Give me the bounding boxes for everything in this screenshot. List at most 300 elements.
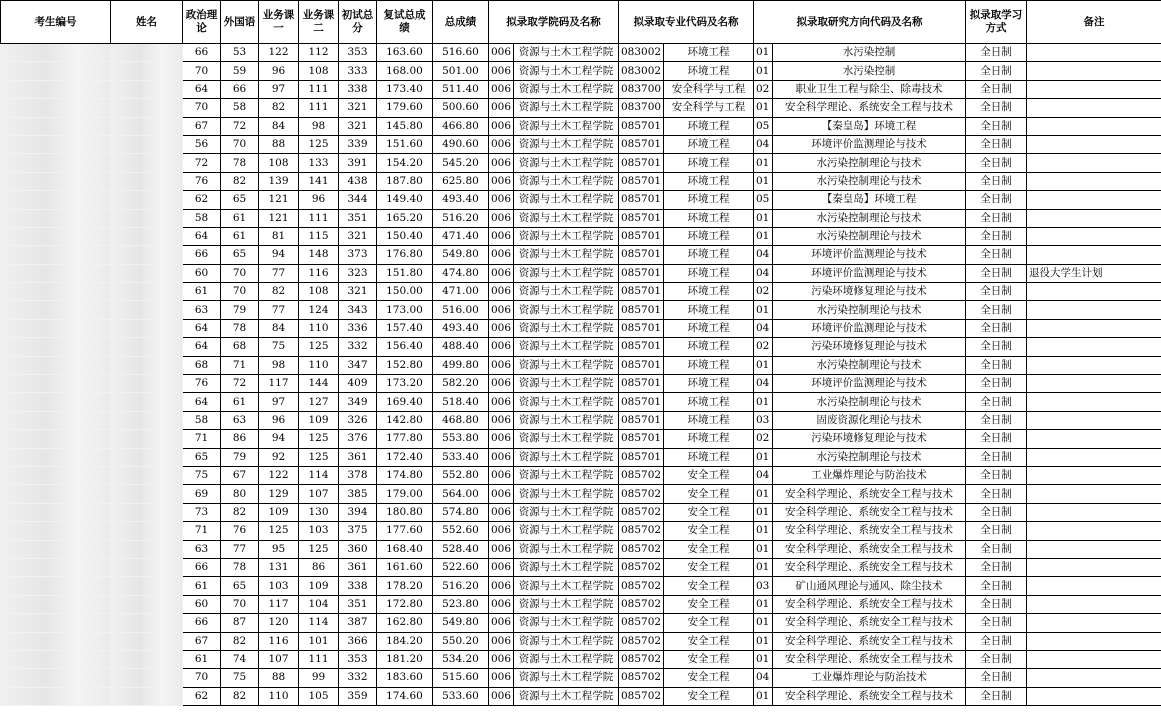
cell-college-name: 资源与土木工程学院 <box>514 246 619 264</box>
cell-major-name: 环境工程 <box>664 209 754 227</box>
cell-politics: 60 <box>183 264 221 282</box>
cell-subject-one: 120 <box>259 614 299 632</box>
cell-retest-total: 173.40 <box>377 80 433 98</box>
cell-subject-one: 84 <box>259 319 299 337</box>
cell-subject-one: 94 <box>259 430 299 448</box>
cell-politics: 67 <box>183 117 221 135</box>
table-body <box>1 44 1161 706</box>
cell-major-code: 085702 <box>619 540 664 558</box>
cell-total-score: 468.80 <box>433 411 489 429</box>
cell-name-redacted <box>111 503 183 521</box>
cell-name-redacted <box>111 650 183 668</box>
table-row <box>1 154 1161 172</box>
cell-exam-id-redacted <box>1 264 111 282</box>
cell-politics: 62 <box>183 687 221 705</box>
cell-politics: 71 <box>183 522 221 540</box>
cell-retest-total: 179.00 <box>377 485 433 503</box>
cell-study-mode: 全日制 <box>966 117 1027 135</box>
cell-major-name: 环境工程 <box>664 356 754 374</box>
cell-name-redacted <box>111 246 183 264</box>
cell-direction-name: 工业爆炸理论与防治技术 <box>773 669 966 687</box>
cell-prelim-total: 338 <box>339 80 377 98</box>
cell-direction-name: 安全科学理论、系统安全工程与技术 <box>773 522 966 540</box>
cell-major-code: 085702 <box>619 558 664 576</box>
cell-major-code: 085702 <box>619 632 664 650</box>
cell-exam-id-redacted <box>1 632 111 650</box>
col-header-subject-one: 业务课一 <box>259 1 299 44</box>
cell-subject-two: 110 <box>299 356 339 374</box>
cell-direction-name: 水污染控制理论与技术 <box>773 448 966 466</box>
cell-name-redacted <box>111 191 183 209</box>
cell-foreign-language: 67 <box>221 466 259 484</box>
cell-direction-code: 02 <box>754 338 773 356</box>
cell-total-score: 625.80 <box>433 172 489 190</box>
cell-exam-id-redacted <box>1 135 111 153</box>
cell-politics: 64 <box>183 227 221 245</box>
cell-college-name: 资源与土木工程学院 <box>514 448 619 466</box>
cell-foreign-language: 82 <box>221 632 259 650</box>
cell-foreign-language: 65 <box>221 246 259 264</box>
cell-retest-total: 173.00 <box>377 301 433 319</box>
col-header-remarks: 备注 <box>1027 1 1161 44</box>
cell-major-name: 环境工程 <box>664 135 754 153</box>
table-row <box>1 485 1161 503</box>
cell-politics: 64 <box>183 393 221 411</box>
cell-remarks <box>1027 448 1161 466</box>
cell-major-code: 085701 <box>619 283 664 301</box>
cell-politics: 72 <box>183 154 221 172</box>
cell-subject-two: 125 <box>299 540 339 558</box>
cell-prelim-total: 349 <box>339 393 377 411</box>
cell-major-code: 085702 <box>619 577 664 595</box>
cell-subject-two: 111 <box>299 650 339 668</box>
cell-study-mode: 全日制 <box>966 246 1027 264</box>
cell-major-name: 安全科学与工程 <box>664 80 754 98</box>
col-header-subject-two: 业务课二 <box>299 1 339 44</box>
cell-name-redacted <box>111 466 183 484</box>
cell-college-name: 资源与土木工程学院 <box>514 356 619 374</box>
cell-direction-name: 安全科学理论、系统安全工程与技术 <box>773 650 966 668</box>
cell-direction-code: 02 <box>754 430 773 448</box>
cell-college-code: 006 <box>489 650 514 668</box>
cell-foreign-language: 72 <box>221 117 259 135</box>
cell-politics: 65 <box>183 448 221 466</box>
cell-retest-total: 149.40 <box>377 191 433 209</box>
cell-study-mode: 全日制 <box>966 503 1027 521</box>
cell-major-code: 085702 <box>619 650 664 668</box>
cell-direction-code: 01 <box>754 154 773 172</box>
cell-remarks <box>1027 246 1161 264</box>
cell-college-name: 资源与土木工程学院 <box>514 117 619 135</box>
cell-politics: 66 <box>183 44 221 62</box>
cell-study-mode: 全日制 <box>966 301 1027 319</box>
cell-major-name: 安全工程 <box>664 522 754 540</box>
cell-major-name: 环境工程 <box>664 338 754 356</box>
cell-direction-name: 水污染控制理论与技术 <box>773 172 966 190</box>
cell-direction-name: 安全科学理论、系统安全工程与技术 <box>773 540 966 558</box>
cell-politics: 68 <box>183 356 221 374</box>
cell-foreign-language: 86 <box>221 430 259 448</box>
cell-retest-total: 174.60 <box>377 687 433 705</box>
cell-college-code: 006 <box>489 577 514 595</box>
cell-major-name: 安全工程 <box>664 669 754 687</box>
cell-remarks <box>1027 44 1161 62</box>
cell-college-code: 006 <box>489 669 514 687</box>
cell-politics: 66 <box>183 558 221 576</box>
cell-prelim-total: 375 <box>339 522 377 540</box>
cell-college-code: 006 <box>489 430 514 448</box>
cell-foreign-language: 59 <box>221 62 259 80</box>
cell-subject-two: 115 <box>299 227 339 245</box>
table-row <box>1 540 1161 558</box>
cell-remarks <box>1027 411 1161 429</box>
cell-name-redacted <box>111 283 183 301</box>
cell-politics: 60 <box>183 595 221 613</box>
cell-retest-total: 183.60 <box>377 669 433 687</box>
cell-study-mode: 全日制 <box>966 44 1027 62</box>
cell-exam-id-redacted <box>1 595 111 613</box>
cell-prelim-total: 326 <box>339 411 377 429</box>
cell-exam-id-redacted <box>1 430 111 448</box>
cell-major-code: 085702 <box>619 503 664 521</box>
table-row <box>1 301 1161 319</box>
cell-college-code: 006 <box>489 283 514 301</box>
col-header-total-score: 总成绩 <box>433 1 489 44</box>
cell-remarks <box>1027 99 1161 117</box>
cell-major-name: 安全工程 <box>664 466 754 484</box>
cell-exam-id-redacted <box>1 356 111 374</box>
cell-name-redacted <box>111 154 183 172</box>
col-header-prelim-total: 初试总分 <box>339 1 377 44</box>
table-row <box>1 595 1161 613</box>
cell-remarks <box>1027 503 1161 521</box>
cell-prelim-total: 344 <box>339 191 377 209</box>
cell-name-redacted <box>111 227 183 245</box>
cell-direction-code: 02 <box>754 80 773 98</box>
table-row <box>1 172 1161 190</box>
cell-exam-id-redacted <box>1 411 111 429</box>
cell-prelim-total: 378 <box>339 466 377 484</box>
cell-major-code: 085702 <box>619 466 664 484</box>
cell-major-name: 环境工程 <box>664 117 754 135</box>
cell-remarks <box>1027 356 1161 374</box>
cell-remarks <box>1027 80 1161 98</box>
cell-prelim-total: 332 <box>339 669 377 687</box>
cell-direction-code: 01 <box>754 448 773 466</box>
cell-name-redacted <box>111 614 183 632</box>
cell-subject-one: 116 <box>259 632 299 650</box>
cell-foreign-language: 87 <box>221 614 259 632</box>
cell-total-score: 516.20 <box>433 577 489 595</box>
cell-subject-one: 108 <box>259 154 299 172</box>
cell-exam-id-redacted <box>1 338 111 356</box>
cell-exam-id-redacted <box>1 448 111 466</box>
cell-prelim-total: 323 <box>339 264 377 282</box>
cell-retest-total: 156.40 <box>377 338 433 356</box>
cell-subject-one: 109 <box>259 503 299 521</box>
cell-subject-one: 88 <box>259 669 299 687</box>
cell-subject-one: 82 <box>259 99 299 117</box>
cell-politics: 73 <box>183 503 221 521</box>
cell-major-name: 环境工程 <box>664 172 754 190</box>
cell-name-redacted <box>111 209 183 227</box>
cell-foreign-language: 78 <box>221 319 259 337</box>
cell-exam-id-redacted <box>1 558 111 576</box>
cell-direction-code: 01 <box>754 301 773 319</box>
cell-direction-name: 水污染控制理论与技术 <box>773 301 966 319</box>
cell-direction-name: 安全科学理论、系统安全工程与技术 <box>773 99 966 117</box>
cell-direction-name: 水污染控制理论与技术 <box>773 209 966 227</box>
cell-total-score: 533.60 <box>433 687 489 705</box>
cell-major-name: 安全工程 <box>664 595 754 613</box>
cell-college-name: 资源与土木工程学院 <box>514 632 619 650</box>
cell-politics: 70 <box>183 62 221 80</box>
cell-politics: 71 <box>183 430 221 448</box>
cell-retest-total: 168.40 <box>377 540 433 558</box>
cell-total-score: 471.00 <box>433 283 489 301</box>
cell-study-mode: 全日制 <box>966 264 1027 282</box>
cell-college-code: 006 <box>489 246 514 264</box>
cell-retest-total: 165.20 <box>377 209 433 227</box>
cell-prelim-total: 321 <box>339 117 377 135</box>
cell-direction-name: 环境评价监测理论与技术 <box>773 264 966 282</box>
cell-college-code: 006 <box>489 172 514 190</box>
cell-subject-two: 111 <box>299 99 339 117</box>
cell-subject-two: 110 <box>299 319 339 337</box>
cell-subject-two: 109 <box>299 577 339 595</box>
cell-remarks <box>1027 687 1161 705</box>
cell-subject-one: 121 <box>259 191 299 209</box>
cell-exam-id-redacted <box>1 117 111 135</box>
cell-prelim-total: 321 <box>339 99 377 117</box>
cell-remarks: 退役大学生计划 <box>1027 264 1161 282</box>
cell-major-code: 085701 <box>619 191 664 209</box>
cell-prelim-total: 321 <box>339 227 377 245</box>
cell-remarks <box>1027 485 1161 503</box>
cell-name-redacted <box>111 411 183 429</box>
table-row <box>1 356 1161 374</box>
cell-college-name: 资源与土木工程学院 <box>514 614 619 632</box>
cell-foreign-language: 78 <box>221 558 259 576</box>
cell-total-score: 516.60 <box>433 44 489 62</box>
cell-major-code: 085701 <box>619 172 664 190</box>
cell-college-code: 006 <box>489 117 514 135</box>
cell-name-redacted <box>111 301 183 319</box>
cell-politics: 64 <box>183 338 221 356</box>
cell-college-name: 资源与土木工程学院 <box>514 319 619 337</box>
cell-direction-code: 01 <box>754 614 773 632</box>
cell-prelim-total: 366 <box>339 632 377 650</box>
cell-study-mode: 全日制 <box>966 375 1027 393</box>
cell-politics: 76 <box>183 172 221 190</box>
cell-retest-total: 161.60 <box>377 558 433 576</box>
cell-study-mode: 全日制 <box>966 356 1027 374</box>
cell-foreign-language: 82 <box>221 172 259 190</box>
cell-major-code: 083700 <box>619 80 664 98</box>
cell-remarks <box>1027 669 1161 687</box>
cell-remarks <box>1027 172 1161 190</box>
cell-exam-id-redacted <box>1 466 111 484</box>
cell-college-code: 006 <box>489 540 514 558</box>
cell-retest-total: 174.80 <box>377 466 433 484</box>
cell-college-code: 006 <box>489 227 514 245</box>
cell-major-name: 安全工程 <box>664 687 754 705</box>
cell-subject-two: 108 <box>299 283 339 301</box>
cell-major-code: 085701 <box>619 319 664 337</box>
cell-study-mode: 全日制 <box>966 338 1027 356</box>
cell-retest-total: 151.80 <box>377 264 433 282</box>
cell-name-redacted <box>111 99 183 117</box>
cell-college-name: 资源与土木工程学院 <box>514 411 619 429</box>
cell-direction-code: 04 <box>754 669 773 687</box>
cell-study-mode: 全日制 <box>966 595 1027 613</box>
cell-study-mode: 全日制 <box>966 430 1027 448</box>
cell-study-mode: 全日制 <box>966 99 1027 117</box>
cell-foreign-language: 61 <box>221 393 259 411</box>
cell-direction-name: 环境评价监测理论与技术 <box>773 135 966 153</box>
cell-college-name: 资源与土木工程学院 <box>514 503 619 521</box>
cell-subject-two: 109 <box>299 411 339 429</box>
cell-college-name: 资源与土木工程学院 <box>514 283 619 301</box>
cell-direction-code: 05 <box>754 117 773 135</box>
cell-direction-name: 水污染控制理论与技术 <box>773 356 966 374</box>
cell-major-name: 安全工程 <box>664 632 754 650</box>
cell-college-code: 006 <box>489 191 514 209</box>
cell-remarks <box>1027 117 1161 135</box>
cell-major-name: 安全工程 <box>664 558 754 576</box>
cell-total-score: 466.80 <box>433 117 489 135</box>
cell-foreign-language: 53 <box>221 44 259 62</box>
cell-major-name: 环境工程 <box>664 319 754 337</box>
cell-total-score: 550.20 <box>433 632 489 650</box>
cell-major-code: 083002 <box>619 62 664 80</box>
cell-major-code: 085701 <box>619 448 664 466</box>
cell-prelim-total: 438 <box>339 172 377 190</box>
cell-name-redacted <box>111 485 183 503</box>
cell-college-code: 006 <box>489 62 514 80</box>
cell-subject-one: 139 <box>259 172 299 190</box>
cell-name-redacted <box>111 595 183 613</box>
cell-foreign-language: 65 <box>221 191 259 209</box>
cell-subject-two: 116 <box>299 264 339 282</box>
cell-total-score: 490.60 <box>433 135 489 153</box>
cell-direction-code: 01 <box>754 62 773 80</box>
cell-study-mode: 全日制 <box>966 319 1027 337</box>
cell-foreign-language: 61 <box>221 227 259 245</box>
cell-foreign-language: 70 <box>221 264 259 282</box>
cell-major-code: 085702 <box>619 485 664 503</box>
cell-remarks <box>1027 522 1161 540</box>
cell-college-code: 006 <box>489 393 514 411</box>
cell-total-score: 522.60 <box>433 558 489 576</box>
cell-subject-two: 111 <box>299 80 339 98</box>
col-header-research-direction: 拟录取研究方向代码及名称 <box>754 1 966 44</box>
cell-college-name: 资源与土木工程学院 <box>514 80 619 98</box>
cell-study-mode: 全日制 <box>966 632 1027 650</box>
cell-direction-code: 04 <box>754 135 773 153</box>
cell-total-score: 533.40 <box>433 448 489 466</box>
table-row <box>1 669 1161 687</box>
cell-college-name: 资源与土木工程学院 <box>514 264 619 282</box>
table-row <box>1 430 1161 448</box>
cell-foreign-language: 70 <box>221 135 259 153</box>
cell-exam-id-redacted <box>1 62 111 80</box>
cell-remarks <box>1027 191 1161 209</box>
cell-remarks <box>1027 393 1161 411</box>
cell-major-code: 085702 <box>619 595 664 613</box>
cell-politics: 66 <box>183 246 221 264</box>
cell-prelim-total: 339 <box>339 135 377 153</box>
cell-college-name: 资源与土木工程学院 <box>514 650 619 668</box>
cell-prelim-total: 353 <box>339 650 377 668</box>
cell-remarks <box>1027 135 1161 153</box>
cell-subject-one: 97 <box>259 80 299 98</box>
cell-direction-name: 污染环境修复理论与技术 <box>773 283 966 301</box>
cell-remarks <box>1027 301 1161 319</box>
table-row <box>1 632 1161 650</box>
cell-direction-code: 01 <box>754 393 773 411</box>
cell-direction-code: 01 <box>754 227 773 245</box>
cell-politics: 63 <box>183 540 221 558</box>
table-row <box>1 393 1161 411</box>
cell-retest-total: 176.80 <box>377 246 433 264</box>
cell-subject-one: 88 <box>259 135 299 153</box>
cell-remarks <box>1027 319 1161 337</box>
cell-retest-total: 177.60 <box>377 522 433 540</box>
table-row <box>1 503 1161 521</box>
cell-remarks <box>1027 430 1161 448</box>
cell-subject-one: 97 <box>259 393 299 411</box>
cell-name-redacted <box>111 80 183 98</box>
cell-college-code: 006 <box>489 301 514 319</box>
cell-politics: 69 <box>183 485 221 503</box>
cell-foreign-language: 68 <box>221 338 259 356</box>
cell-remarks <box>1027 209 1161 227</box>
cell-politics: 70 <box>183 669 221 687</box>
cell-exam-id-redacted <box>1 154 111 172</box>
cell-study-mode: 全日制 <box>966 558 1027 576</box>
cell-direction-name: 【秦皇岛】环境工程 <box>773 117 966 135</box>
cell-prelim-total: 361 <box>339 448 377 466</box>
cell-direction-name: 安全科学理论、系统安全工程与技术 <box>773 485 966 503</box>
cell-remarks <box>1027 227 1161 245</box>
cell-college-name: 资源与土木工程学院 <box>514 338 619 356</box>
cell-exam-id-redacted <box>1 577 111 595</box>
cell-college-code: 006 <box>489 209 514 227</box>
cell-prelim-total: 321 <box>339 283 377 301</box>
cell-study-mode: 全日制 <box>966 227 1027 245</box>
cell-name-redacted <box>111 448 183 466</box>
cell-subject-two: 133 <box>299 154 339 172</box>
col-header-major: 拟录取专业代码及名称 <box>619 1 754 44</box>
cell-name-redacted <box>111 375 183 393</box>
cell-major-code: 085701 <box>619 301 664 319</box>
cell-major-code: 085701 <box>619 209 664 227</box>
cell-college-name: 资源与土木工程学院 <box>514 485 619 503</box>
cell-subject-two: 96 <box>299 191 339 209</box>
cell-retest-total: 184.20 <box>377 632 433 650</box>
cell-total-score: 471.40 <box>433 227 489 245</box>
cell-total-score: 518.40 <box>433 393 489 411</box>
cell-exam-id-redacted <box>1 503 111 521</box>
cell-college-code: 006 <box>489 558 514 576</box>
cell-subject-one: 82 <box>259 283 299 301</box>
cell-subject-two: 112 <box>299 44 339 62</box>
table-row <box>1 448 1161 466</box>
cell-direction-name: 水污染控制理论与技术 <box>773 154 966 172</box>
cell-retest-total: 152.80 <box>377 356 433 374</box>
cell-college-name: 资源与土木工程学院 <box>514 393 619 411</box>
